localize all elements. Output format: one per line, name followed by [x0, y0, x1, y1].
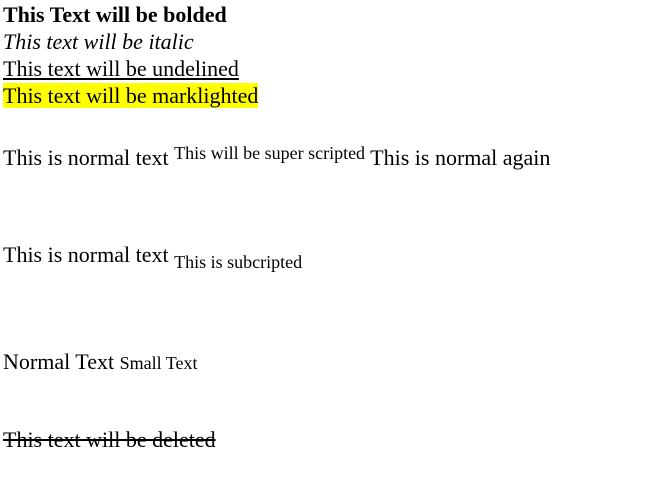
small-text-line — [3, 349, 198, 376]
highlighted-text: This text will be marklighted — [3, 83, 259, 108]
subscript-line — [3, 242, 302, 275]
superscript-text: This will be super scripted — [174, 143, 366, 163]
deleted-text: This text will be deleted — [3, 427, 216, 452]
normal-text: Normal Text — [3, 349, 115, 374]
normal-text-before-sub: This is normal text — [3, 242, 169, 267]
subscript-text: This is subcripted — [174, 252, 303, 272]
bold-text: This Text will be bolded — [3, 2, 227, 27]
small-text: Small Text — [119, 353, 198, 373]
underlined-text: This text will be undelined — [3, 56, 239, 81]
highlighted-line — [3, 83, 258, 109]
normal-text-after-sup: This is normal again — [370, 145, 551, 170]
normal-text-before-sup: This is normal text — [3, 145, 169, 170]
italic-text: This text will be italic — [3, 29, 194, 54]
superscript-line — [3, 140, 550, 171]
